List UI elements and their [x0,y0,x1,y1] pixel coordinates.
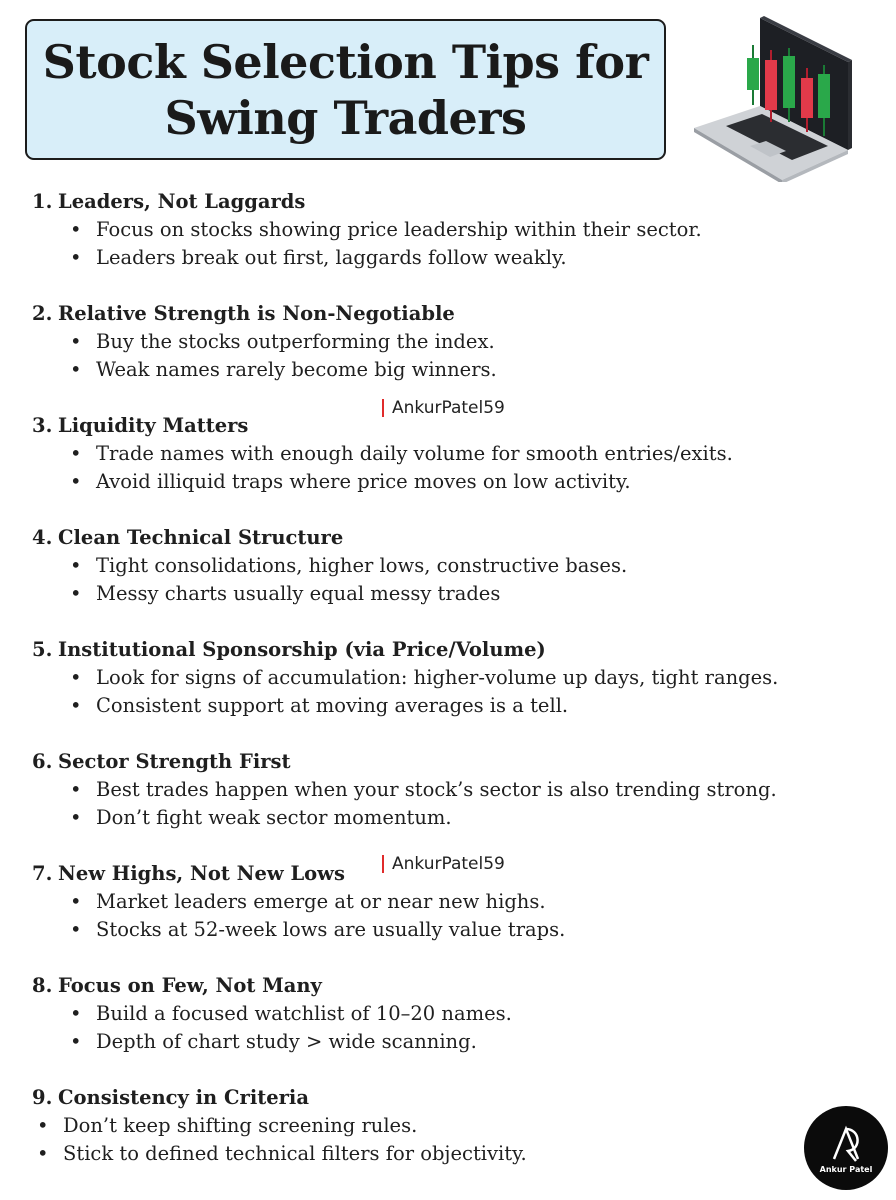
bullet-item: • Focus on stocks showing price leadership within their sector. [32,216,872,244]
tip-7 [32,860,872,944]
tip-title: Consistency in Criteria [58,1086,309,1109]
bullet-item: • Buy the stocks outperforming the index. [32,328,872,356]
bullet-item: • Leaders break out first, laggards follow weakly. [32,244,872,272]
bullet-text: Stick to defined technical filters for objectivity. [63,1142,527,1165]
bullet-text: Build a focused watchlist of 10–20 names. [96,1002,512,1025]
tip-title: Focus on Few, Not Many [58,974,322,997]
bullet-text: Tight consolidations, higher lows, constructive bases. [96,554,628,577]
bullet-item: • Weak names rarely become big winners. [32,356,872,384]
laptop-candlestick-icon [690,10,860,182]
bullet-text: Stocks at 52-week lows are usually value traps. [96,918,566,941]
bullet-item: • Look for signs of accumulation: higher-volume up days, tight ranges. [32,664,872,692]
tip-title: New Highs, Not New Lows [58,862,345,885]
tip-heading [32,300,872,328]
bullet-text: Don’t fight weak sector momentum. [96,806,452,829]
brand-logo [804,1106,888,1190]
tip-title: Leaders, Not Laggards [58,190,306,213]
bullet-text: Messy charts usually equal messy trades [96,582,501,605]
tip-heading [32,748,872,776]
tip-heading [32,524,872,552]
tip-title: Clean Technical Structure [58,526,344,549]
logo-label: Ankur Patel [819,1164,873,1174]
bullet-item: • Best trades happen when your stock’s sector is also trending strong. [32,776,872,804]
tip-heading [32,412,872,440]
tip-number: 7. [32,862,53,885]
tip-heading [32,636,872,664]
tip-number: 3. [32,414,53,437]
tip-number: 4. [32,526,53,549]
tip-5 [32,636,872,720]
watermark-text: AnkurPatel59 [392,398,505,418]
bullet-text: Focus on stocks showing price leadership within their sector. [96,218,702,241]
tip-number: 9. [32,1086,53,1109]
bullet-item: • Tight consolidations, higher lows, constructive bases. [32,552,872,580]
logo-monogram-icon [826,1123,866,1163]
bullet-item: • Stocks at 52-week lows are usually value traps. [32,916,872,944]
tip-3 [32,412,872,496]
tip-title: Sector Strength First [58,750,291,773]
bullet-item: • Market leaders emerge at or near new highs. [32,888,872,916]
tip-number: 5. [32,638,53,661]
watermark-text: AnkurPatel59 [392,854,505,874]
tip-number: 6. [32,750,53,773]
tip-heading [32,860,872,888]
tip-1 [32,188,872,272]
title-box [25,19,666,160]
bullet-item: • Messy charts usually equal messy trades [32,580,872,608]
bullet-text: Leaders break out first, laggards follow weakly. [96,246,567,269]
bullet-text: Consistent support at moving averages is a tell. [96,694,569,717]
bullet-item: • Trade names with enough daily volume for smooth entries/exits. [32,440,872,468]
bullet-text: Weak names rarely become big winners. [96,358,497,381]
bullet-item: • Don’t keep shifting screening rules. [32,1112,872,1140]
bullet-item: • Stick to defined technical filters for objectivity. [32,1140,872,1168]
bullet-text: Depth of chart study > wide scanning. [96,1030,477,1053]
bullet-text: Market leaders emerge at or near new highs. [96,890,546,913]
bullet-text: Best trades happen when your stock’s sector is also trending strong. [96,778,777,801]
tip-2 [32,300,872,384]
bullet-text: Avoid illiquid traps where price moves on low activity. [96,470,631,493]
bullet-text: Don’t keep shifting screening rules. [63,1114,418,1137]
bullet-item: • Consistent support at moving averages is a tell. [32,692,872,720]
tip-number: 1. [32,190,53,213]
tip-title: Institutional Sponsorship (via Price/Volume) [58,638,546,661]
tip-heading [32,1084,872,1112]
tip-number: 2. [32,302,53,325]
bullet-text: Look for signs of accumulation: higher-volume up days, tight ranges. [96,666,779,689]
tip-title: Liquidity Matters [58,414,249,437]
bullet-item: • Don’t fight weak sector momentum. [32,804,872,832]
bullet-item: • Depth of chart study > wide scanning. [32,1028,872,1056]
tip-number: 8. [32,974,53,997]
bullet-item: • Avoid illiquid traps where price moves on low activity. [32,468,872,496]
bullet-item: • Build a focused watchlist of 10–20 names. [32,1000,872,1028]
bullet-text: Trade names with enough daily volume for smooth entries/exits. [96,442,733,465]
tip-8 [32,972,872,1056]
title-line-2: Swing Traders [164,90,527,145]
tip-6 [32,748,872,832]
page-title [43,34,649,146]
tip-4 [32,524,872,608]
tip-heading [32,972,872,1000]
tip-title: Relative Strength is Non-Negotiable [58,302,455,325]
tip-heading [32,188,872,216]
title-line-1: Stock Selection Tips for [42,34,649,89]
tip-9 [32,1084,872,1168]
bullet-text: Buy the stocks outperforming the index. [96,330,495,353]
